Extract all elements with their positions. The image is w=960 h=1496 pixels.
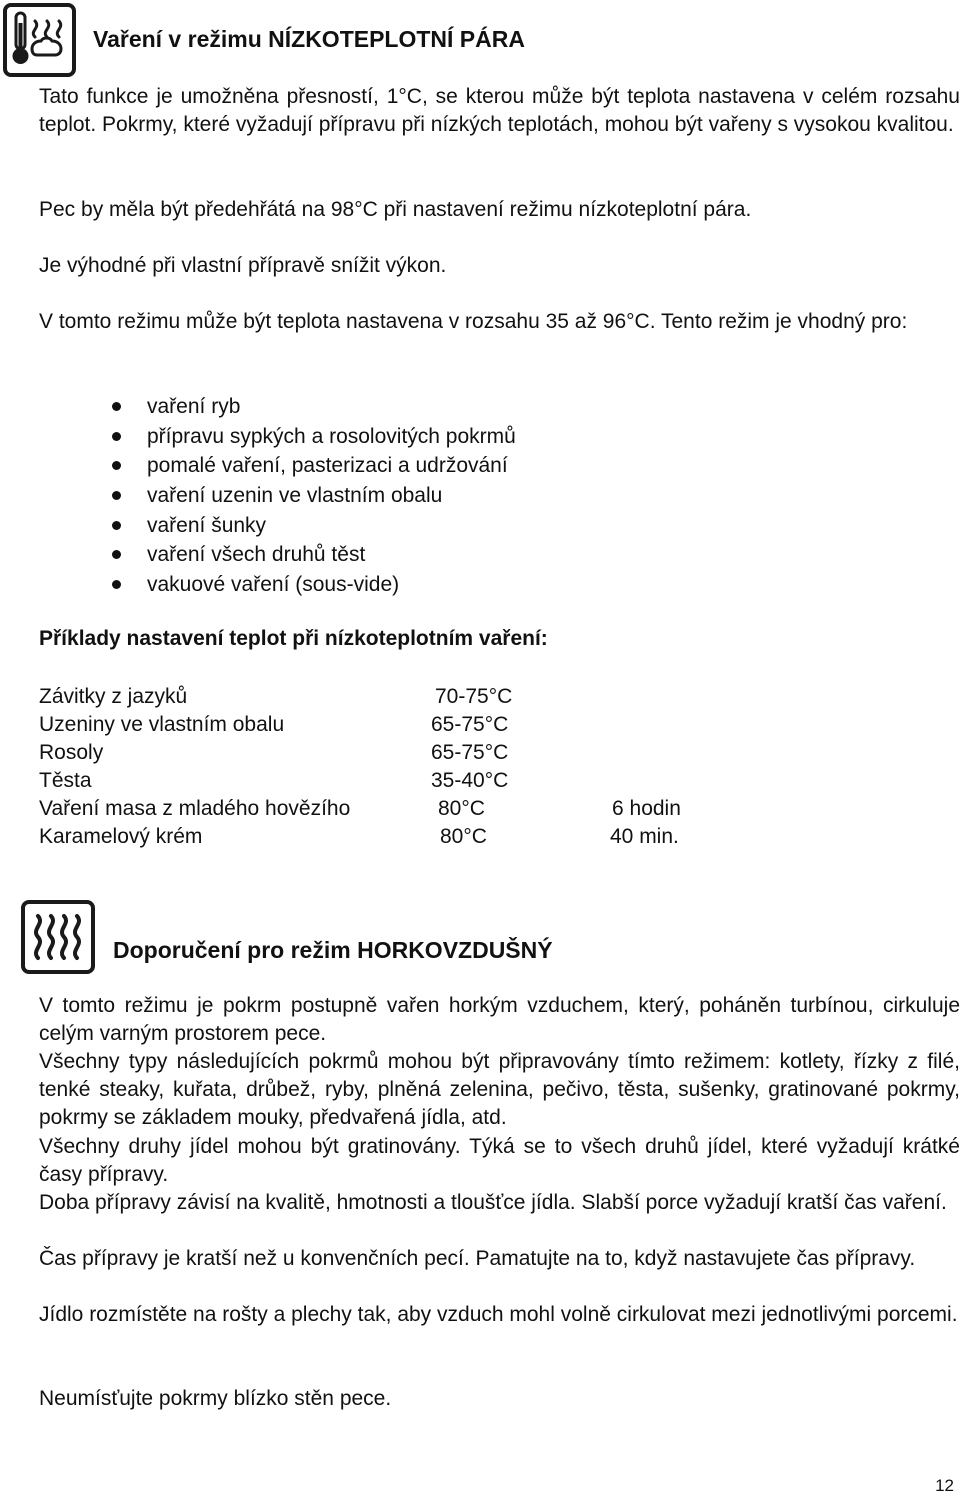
bullet-icon: [112, 402, 121, 411]
hot-air-paragraph-6: Jídlo rozmístěte na rošty a plechy tak, aby vzduch mohl volně cirkulovat mezi jednotlivými porcemi.: [39, 1303, 958, 1326]
temp-cell: 70-75°C: [435, 685, 513, 708]
bullet-icon: [112, 491, 121, 500]
page-number: 12: [935, 1476, 954, 1495]
dish-cell: Těsta: [39, 769, 92, 792]
hot-air-icon: [21, 900, 95, 974]
temp-cell: 65-75°C: [431, 713, 509, 736]
hot-air-paragraph-1: V tomto režimu je pokrm postupně vařen horkým vzduchem, který, poháněn turbínou, cirkuluje celým varným prostorem pece.: [39, 994, 960, 1045]
power-paragraph: Je výhodné při vlastní přípravě snížit výkon.: [39, 254, 447, 277]
hot-air-paragraph-5: Čas přípravy je kratší než u konvenčních pecí. Pamatujte na to, když nastavujete čas přípravy.: [39, 1247, 916, 1270]
temp-cell: 65-75°C: [431, 741, 509, 764]
examples-title: Příklady nastavení teplot při nízkoteplotním vaření:: [39, 627, 548, 650]
hot-air-paragraph-3: Všechny druhy jídel mohou být gratinovány. Týká se to všech druhů jídel, které vyžadují krátké časy přípravy.: [39, 1135, 960, 1186]
bullet-icon: [112, 432, 121, 441]
bullet-icon: [112, 521, 121, 530]
section-title-hot-air: Doporučení pro režim HORKOVZDUŠNÝ: [113, 937, 553, 963]
temp-cell: 80°C: [440, 825, 487, 848]
time-cell: 40 min.: [610, 825, 679, 848]
temp-cell: 80°C: [438, 797, 485, 820]
bullet-icon: [112, 580, 121, 589]
range-paragraph: V tomto režimu může být teplota nastavena v rozsahu 35 až 96°C. Tento režim je vhodný pro:: [39, 310, 908, 333]
hot-air-paragraph-2: Všechny typy následujících pokrmů mohou být připravovány tímto režimem: kotlety, řízky z filé, tenké steaky, kuřata, drůbež, ryby, plněná zelenina, pečivo, těsta, sušenky, gratinované pokrmy, pokrmy se základem mouky, předvařená jídla, atd.: [39, 1050, 960, 1129]
bullet-icon: [112, 461, 121, 470]
dish-cell: Závitky z jazyků: [39, 685, 188, 708]
document-page: Vaření v režimu NÍZKOTEPLOTNÍ PÁRA Tato funkce je umožněna přesností, 1°C, se kterou může být teplota nastavena v celém rozsahu teplot. Pokrmy, které vyžadují přípravu při nízkých teplotách, mohou být vařeny s vysokou kvalitou. Pec by měla být předehřátá na 98°C při nastavení režimu nízkoteplotní pára. Je výhodné při vlastní přípravě snížit výkon. V tomto režimu může být teplota nastavena v rozsahu 35 až 96°C. Tento režim je vhodný pro: vaření ryb přípravu sypkých a rosolovitých pokrmů pomalé vaření, pasterizaci a udržování vaření uzenin ve vlastním obalu vaření šunky vaření všech druhů těst vakuové vaření (sous-vide) Příklady nastavení teplot při nízkoteplotním vaření: Závitky z jazyků 70-75°C Uzeniny ve vlastním obalu 65-75°C Rosoly 65-75°C Těsta 35-40°C Vaření masa z mladého hovězího 80°C 6 hodin Karamelový krém 80°C 40 min. Doporučení pro režim HORKOVZDUŠNÝ V tomto režimu je pokrm postupně vařen horkým vzduchem, který, poháněn turbínou, cirkuluje celým varným prostorem pece. Všechny typy následujících pokrmů mohou být připravovány tímto režimem: kotlety, řízky z filé, tenké steaky, kuřata, drůbež, ryby, plněná zelenina, pečivo, těsta, sušenky, gratinované pokrmy, pokrmy se základem mouky, předvařená jídla, atd. Všechny druhy jídel mohou být gratinovány. Týká se to všech druhů jídel, které vyžadují krátké časy přípravy. Doba přípravy závisí na kvalitě, hmotnosti a tloušťce jídla. Slabší porce vyžadují kratší čas vaření. Čas přípravy je kratší než u konvenčních pecí. Pamatujte na to, když nastavujete čas přípravy. Jídlo rozmístěte na rošty a plechy tak, aby vzduch mohl volně cirkulovat mezi jednotlivými porcemi. Neumísťujte pokrmy blízko stěn pece. 12: [0, 0, 960, 1495]
dish-cell: Vaření masa z mladého hovězího: [39, 797, 351, 820]
bullet-icon: [112, 550, 121, 559]
time-cell: 6 hodin: [612, 797, 681, 820]
preheat-paragraph: Pec by měla být předehřátá na 98°C při nastavení režimu nízkoteplotní pára.: [39, 198, 752, 221]
hot-air-paragraph-4: Doba přípravy závisí na kvalitě, hmotnosti a tloušťce jídla. Slabší porce vyžadují kratší čas vaření.: [39, 1191, 947, 1214]
intro-paragraph: Tato funkce je umožněna přesností, 1°C, se kterou může být teplota nastavena v celém rozsahu teplot. Pokrmy, které vyžadují přípravu při nízkých teplotách, mohou být vařeny s vysokou kvalitou.: [39, 85, 960, 136]
dish-cell: Karamelový krém: [39, 825, 203, 848]
dish-cell: Uzeniny ve vlastním obalu: [39, 713, 285, 736]
hot-air-paragraph-7: Neumísťujte pokrmy blízko stěn pece.: [39, 1387, 392, 1410]
section-title-low-temp-steam: Vaření v režimu NÍZKOTEPLOTNÍ PÁRA: [93, 26, 525, 52]
dish-cell: Rosoly: [39, 741, 104, 764]
temp-cell: 35-40°C: [431, 769, 509, 792]
low-temp-steam-icon: [3, 3, 76, 77]
